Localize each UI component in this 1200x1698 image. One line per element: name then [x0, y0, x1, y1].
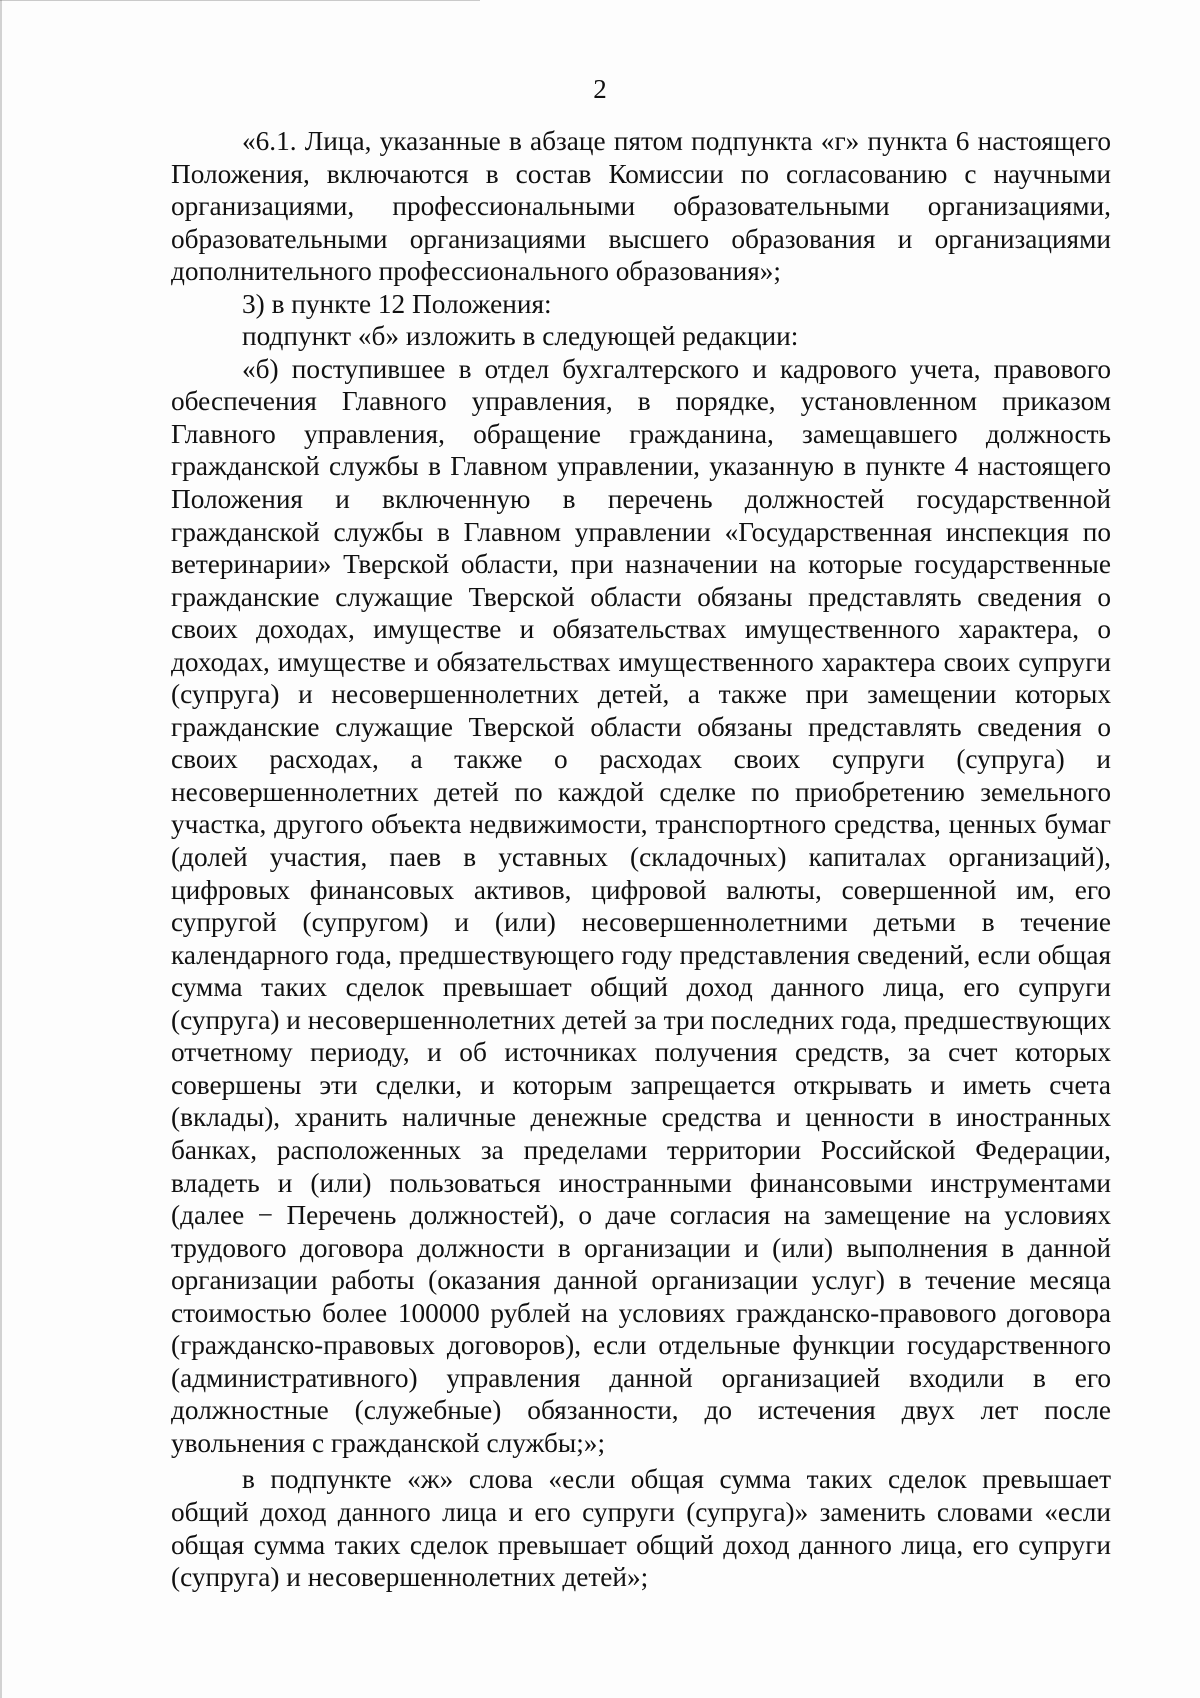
- scan-top-mark: [0, 0, 480, 1]
- scan-edge-mark: [0, 0, 2, 1698]
- document-body: [171, 125, 1111, 1594]
- paragraph-6-1: «6.1. Лица, указанные в абзаце пятом подпункта «г» пункта 6 настоящего Положения, включаются в состав Комиссии по согласованию с научными организациями, профессиональными образовательными организациями, образовательными организациями высшего образования и организациями дополнительного профессионального образования»;: [171, 126, 1111, 287]
- page-number: 2: [593, 74, 607, 104]
- paragraph-subitem-b-text: «б) поступившее в отдел бухгалтерского и кадрового учета, правового обеспечения Главного управления, в порядке, установленном приказом Главного управления, обращение гражданина, замещавшего должность гражданской службы в Главном управлении, указанную в пункте 4 настоящего Положения и включенную в перечень должностей государственной гражданской службы в Главном управлении «Государственная инспекция по ветеринарии» Тверской области, при назначении на которые государственные гражданские служащие Тверской области обязаны представлять сведения о своих доходах, имуществе и обязательствах имущественного характера, о доходах, имуществе и обязательствах имущественного характера своих супруги (супруга) и несовершеннолетних детей, а также при замещении которых гражданские служащие Тверской области обязаны представлять сведения о своих расходах, а также о расходах своих супруги (супруга) и несовершеннолетних детей по каждой сделке по приобретению земельного участка, другого объекта недвижимости, транспортного средства, ценных бумаг (долей участия, паев в уставных (складочных) капиталах организаций), цифровых финансовых активов, цифровой валюты, совершенной им, его супругой (супругом) и (или) несовершеннолетними детьми в течение календарного года, предшествующего году представления сведений, если общая сумма таких сделок превышает общий доход данного лица, его супруги (супруга) и несовершеннолетних детей за три последних года, предшествующих отчетному периоду, и об источниках получения средств, за счет которых совершены эти сделки, и которым запрещается открывать и иметь счета (вклады), хранить наличные денежные средства и ценности в иностранных банках, расположенных за пределами территории Российской Федерации, владеть и (или) пользоваться иностранными финансовыми инструментами (далее − Перечень должностей), о даче согласия на замещение на условиях трудового договора должности в организации и (или) выполнения в данной организации работы (оказания данной организации услуг) в течение месяца стоимостью более 100000 рублей на условиях гражданско-правового договора (гражданско-правовых договоров), если отдельные функции государственного (административного) управления данной организацией входили в его должностные (служебные) обязанности, до истечения двух лет после увольнения с гражданской службы;»;: [171, 353, 1111, 1458]
- paragraph-subitem-zh: в подпункте «ж» слова «если общая сумма таких сделок превышает общий доход данного лица и его супруги (супруга)» заменить словами «если общая сумма таких сделок превышает общий доход данного лица, его супруги (супруга) и несовершеннолетних детей»;: [171, 1464, 1111, 1593]
- paragraph-item-3: 3) в пункте 12 Положения:: [242, 288, 552, 319]
- paragraph-subitem-b-intro: подпункт «б» изложить в следующей редакции:: [242, 321, 799, 352]
